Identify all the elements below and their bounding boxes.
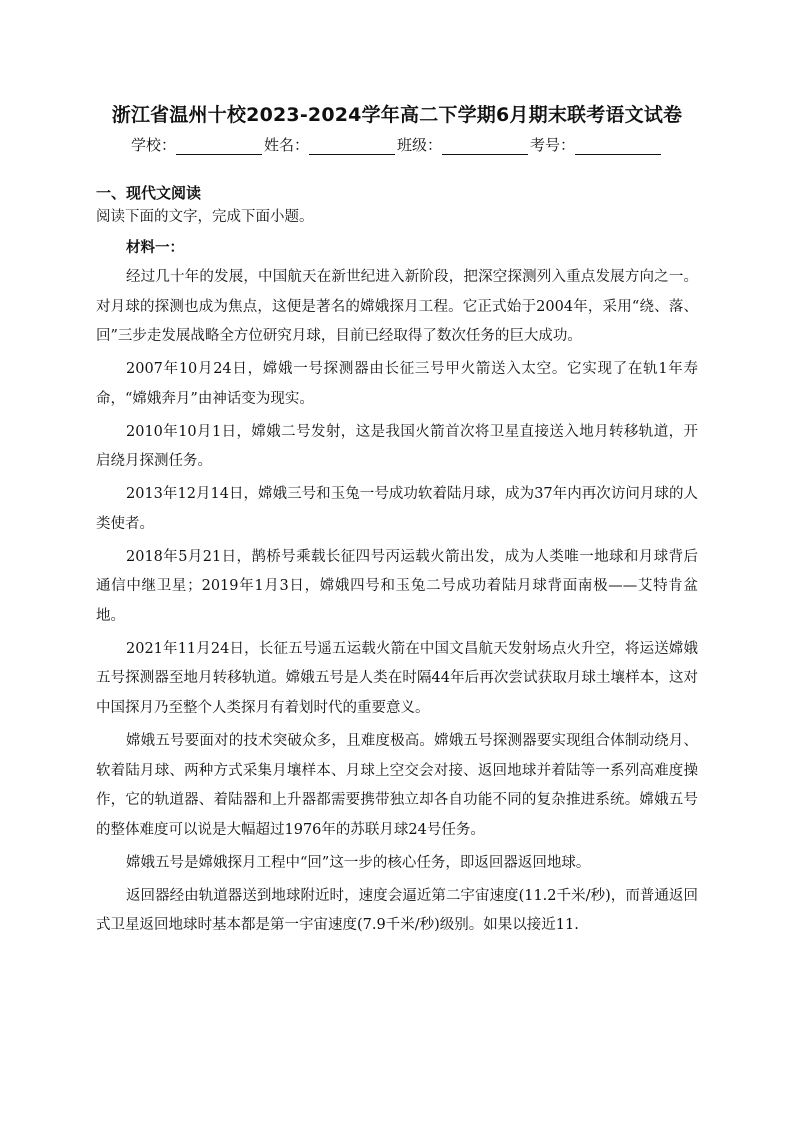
name-field [264,134,397,155]
class-field [397,134,530,155]
section-heading: 一、现代文阅读 [96,184,202,202]
paragraph: 2013年12月14日，嫦娥三号和玉兔一号成功软着陆月球，成为37年内再次访问月球的人类使者。 [96,486,698,532]
section-instruction: 阅读下面的文字，完成下面小题。 [96,209,314,225]
paragraph: 返回器经由轨道器送到地球附近时，速度会逼近第二宇宙速度(11.2千米/秒)，而普通返回式卫星返回地球时基本都是第一宇宙速度(7.9千米/秒)级别。如果以接近11. [96,887,698,934]
exam-number-blank [575,138,661,155]
name-label: 姓名： [263,136,309,154]
material-label: 材料一： [126,239,184,256]
class-label: 班级： [397,136,443,154]
student-info-line [0,134,794,155]
school-blank [176,138,262,155]
paragraph: 2021年11月24日，长征五号遥五运载火箭在中国文昌航天发射场点火升空，将运送嫦娥五号探测器至地月转移轨道。嫦娥五号是人类在时隔44年后再次尝试获取月球土壤样本，这对中国探月乃至整个人类探月有着划时代的重要意义。 [96,640,698,716]
class-blank [442,138,528,155]
school-field [131,134,264,155]
exam-title: 浙江省温州十校2023-2024学年高二下学期6月期末联考语文试卷 [111,104,683,126]
school-label: 学校： [130,136,176,154]
paragraph: 2018年5月21日，鹊桥号乘载长征四号丙运载火箭出发，成为人类唯一地球和月球背后通信中继卫星；2019年1月3日，嫦娥四号和玉兔二号成功着陆月球背面南极——艾特肯盆地。 [96,548,698,624]
paragraph: 嫦娥五号是嫦娥探月工程中“回”这一步的核心任务，即返回器返回地球。 [126,854,591,871]
exam-number-field [530,134,663,155]
paragraph: 2007年10月24日，嫦娥一号探测器由长征三号甲火箭送入太空。它实现了在轨1年寿命，“嫦娥奔月”由神话变为现实。 [96,361,698,407]
paragraph: 嫦娥五号要面对的技术突破众多，且难度极高。嫦娥五号探测器要实现组合体制动绕月、软着陆月球、两种方式采集月壤样本、月球上空交会对接、返回地球并着陆等一系列高难度操作，它的轨道器、着陆器和上升器都需要携带独立却各自功能不同的复杂推进系统。嫦娥五号的整体难度可以说是大幅超过1976年的苏联月球24号任务。 [96,733,698,838]
name-blank [309,138,395,155]
exam-number-label: 考号： [530,136,576,154]
passage-body [96,263,698,944]
paragraph: 2010年10月1日，嫦娥二号发射，这是我国火箭首次将卫星直接送入地月转移轨道，开启绕月探测任务。 [96,423,698,470]
paragraph: 经过几十年的发展，中国航天在新世纪进入新阶段，把深空探测列入重点发展方向之一。对月球的探测也成为焦点，这便是著名的嫦娥探月工程。它正式始于2004年，采用“绕、落、回”三步走发展战略全方位研究月球，目前已经取得了数次任务的巨大成功。 [96,269,698,344]
